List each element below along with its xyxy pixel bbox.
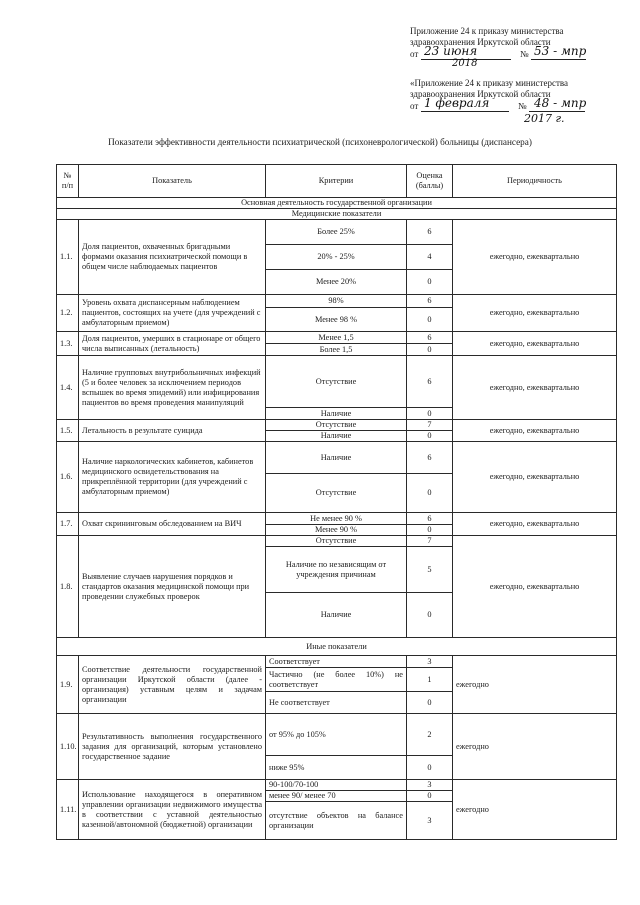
criterion: 98%: [266, 295, 407, 308]
periodicity: ежегодно, ежеквартально: [453, 356, 617, 420]
header-line: здравоохранения Иркутской области: [410, 89, 551, 99]
indicators-table: [56, 164, 617, 840]
table-row: [57, 714, 617, 756]
table-row: [57, 356, 617, 408]
indicator-name: Наличие наркологических кабинетов, кабинетов медицинского освидетельствования на прикреплённой территории (для учреждений с амбулаторным приемом): [79, 442, 266, 513]
score: 3: [407, 656, 453, 668]
handwritten-date: 23 июня: [424, 44, 478, 58]
criterion: Наличие: [266, 408, 407, 420]
handwritten-date: 1 февраля: [424, 96, 490, 110]
periodicity: ежегодно: [453, 714, 617, 780]
periodicity: ежегодно: [453, 656, 617, 714]
table-row: [57, 420, 617, 431]
criterion: отсутствие объектов на балансе организации: [266, 802, 407, 840]
table-row: [57, 442, 617, 474]
score: 0: [407, 525, 453, 536]
periodicity: ежегодно, ежеквартально: [453, 332, 617, 356]
periodicity: ежегодно, ежеквартально: [453, 295, 617, 332]
indicator-name: Летальность в результате суицида: [79, 420, 266, 442]
indicator-name: Результативность выполнения государственного задания для организаций, которым установлено государственное задание: [79, 714, 266, 780]
handwritten-year: 2018: [452, 58, 478, 69]
indicator-name: Наличие групповых внутрибольничных инфекций (5 и более человек за исключением периодов вспышек во время эпидемий) или инфицирования пациентов во время проведения манипуляций: [79, 356, 266, 420]
header-line: Приложение 24 к приказу министерства: [410, 26, 564, 36]
score: 5: [407, 547, 453, 593]
indicator-name: Выявление случаев нарушения порядков и стандартов оказания медицинской помощи при проведении служебных проверок: [79, 536, 266, 638]
criterion: Более 1,5: [266, 344, 407, 356]
score: 0: [407, 308, 453, 332]
header-line: здравоохранения Иркутской области: [410, 37, 551, 47]
indicator-name: Соответствие деятельности государственной организации Иркутской области (далее - организация) уставным целям и задачам организации: [79, 656, 266, 714]
row-number: 1.4.: [57, 356, 79, 420]
periodicity: ежегодно, ежеквартально: [453, 442, 617, 513]
table-header-row: [57, 165, 617, 198]
row-number: 1.11.: [57, 780, 79, 840]
criterion: Менее 1,5: [266, 332, 407, 344]
criterion: Наличие: [266, 442, 407, 474]
section-header: Медицинские показатели: [57, 209, 617, 220]
section-header: Основная деятельность государственной организации: [57, 198, 617, 209]
criterion: Соответствует: [266, 656, 407, 668]
header-numsign: №: [520, 49, 529, 59]
row-number: 1.6.: [57, 442, 79, 513]
score: 7: [407, 420, 453, 431]
score: 0: [407, 431, 453, 442]
indicator-name: Уровень охвата диспансерным наблюдением пациентов, состоящих на учете (для учреждений с амбулаторным приемом): [79, 295, 266, 332]
score: 4: [407, 245, 453, 270]
periodicity: ежегодно, ежеквартально: [453, 513, 617, 536]
handwritten-number: 48 - мпр: [534, 96, 587, 110]
criterion: Не менее 90 %: [266, 513, 407, 525]
table-row: [57, 656, 617, 668]
row-number: 1.7.: [57, 513, 79, 536]
score: 6: [407, 295, 453, 308]
score: 6: [407, 442, 453, 474]
score: 0: [407, 791, 453, 802]
header-prefix: от: [410, 49, 419, 59]
score: 0: [407, 344, 453, 356]
criterion: Менее 20%: [266, 270, 407, 295]
header-period: Периодичность: [453, 165, 617, 198]
score: 6: [407, 332, 453, 344]
score: 6: [407, 513, 453, 525]
row-number: 1.1.: [57, 220, 79, 295]
criterion: ниже 95%: [266, 756, 407, 780]
score: 0: [407, 474, 453, 513]
indicator-name: Доля пациентов, охваченных бригадными формами оказания психиатрической помощи в общем числе наблюдаемых пациентов: [79, 220, 266, 295]
table-row: [57, 780, 617, 791]
periodicity: ежегодно: [453, 780, 617, 840]
indicator-name: Охват скрининговым обследованием на ВИЧ: [79, 513, 266, 536]
row-number: 1.8.: [57, 536, 79, 638]
criterion: Не соответствует: [266, 692, 407, 714]
header-line: «Приложение 24 к приказу министерства: [410, 78, 569, 88]
table-row: [57, 295, 617, 308]
score: 1: [407, 668, 453, 692]
criterion: от 95% до 105%: [266, 714, 407, 756]
criterion: 20% - 25%: [266, 245, 407, 270]
indicator-name: Использование находящегося в оперативном управлении организации недвижимого имущества в соответствии с уставной деятельностью казенной/автономной (бюджетной) организации: [79, 780, 266, 840]
criterion: 90-100/70-100: [266, 780, 407, 791]
header-score: Оценка (баллы): [407, 165, 453, 198]
criterion: Менее 90 %: [266, 525, 407, 536]
header-num: № п/п: [57, 165, 79, 198]
handwritten-number: 53 - мпр: [534, 44, 587, 58]
handwritten-year: 2017 г.: [524, 112, 565, 125]
row-number: 1.3.: [57, 332, 79, 356]
table-row: [57, 536, 617, 547]
document-title: Показатели эффективности деятельности психиатрической (психоневрологической) больницы (диспансера): [108, 137, 532, 147]
criterion: менее 90/ менее 70: [266, 791, 407, 802]
criterion: Наличие по независящим от учреждения причинам: [266, 547, 407, 593]
table-row: [57, 513, 617, 525]
criterion: Наличие: [266, 593, 407, 638]
score: 7: [407, 536, 453, 547]
criterion: Более 25%: [266, 220, 407, 245]
score: 2: [407, 714, 453, 756]
periodicity: ежегодно, ежеквартально: [453, 536, 617, 638]
criterion: Отсутствие: [266, 536, 407, 547]
score: 0: [407, 408, 453, 420]
score: 0: [407, 756, 453, 780]
row-number: 1.2.: [57, 295, 79, 332]
row-number: 1.9.: [57, 656, 79, 714]
score: 6: [407, 356, 453, 408]
criterion: Отсутствие: [266, 356, 407, 408]
criterion: Частично (не более 10%) не соответствует: [266, 668, 407, 692]
criterion: Отсутствие: [266, 474, 407, 513]
score: 0: [407, 270, 453, 295]
row-number: 1.10.: [57, 714, 79, 780]
table-row: [57, 220, 617, 245]
score: 3: [407, 802, 453, 840]
indicator-name: Доля пациентов, умерших в стационаре от общего числа выписанных (летальность): [79, 332, 266, 356]
criterion: Наличие: [266, 431, 407, 442]
header-prefix: от: [410, 101, 419, 111]
header-criterion: Критерии: [266, 165, 407, 198]
score: 3: [407, 780, 453, 791]
criterion: Отсутствие: [266, 420, 407, 431]
header-indicator: Показатель: [79, 165, 266, 198]
row-number: 1.5.: [57, 420, 79, 442]
criterion: Менее 98 %: [266, 308, 407, 332]
periodicity: ежегодно, ежеквартально: [453, 220, 617, 295]
section-header: Иные показатели: [57, 638, 617, 656]
score: 6: [407, 220, 453, 245]
score: 0: [407, 692, 453, 714]
header-numsign: №: [518, 101, 527, 111]
table-row: [57, 332, 617, 344]
periodicity: ежегодно, ежеквартально: [453, 420, 617, 442]
score: 0: [407, 593, 453, 638]
